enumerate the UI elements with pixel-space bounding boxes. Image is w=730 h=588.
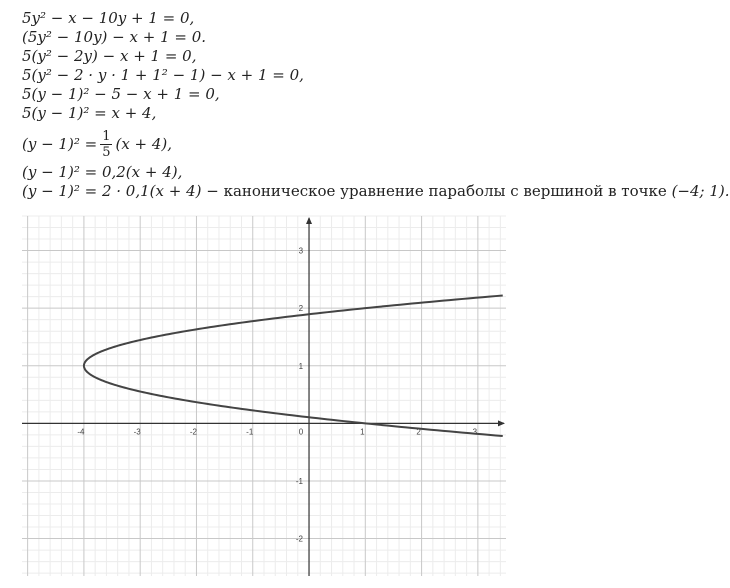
derivation-line-3: 5(y² − 2y) − x + 1 = 0,	[22, 47, 197, 65]
x-tick-label: 1	[360, 427, 365, 437]
fraction-numerator: 1	[102, 128, 111, 144]
derivation-line-5: 5(y − 1)² − 5 − x + 1 = 0,	[22, 85, 220, 103]
x-tick-label: -3	[133, 427, 141, 437]
derivation-line-2: (5y² − 10y) − x + 1 = 0.	[22, 28, 207, 46]
x-tick-label: -2	[189, 427, 198, 437]
y-tick-label: 2	[298, 304, 304, 314]
minor-grid	[22, 216, 506, 576]
derivation-line-4: 5(y² − 2 · y · 1 + 1² − 1) − x + 1 = 0,	[22, 66, 304, 84]
line-9-point: (−4; 1).	[671, 182, 730, 200]
y-tick-label: 3	[298, 246, 304, 256]
x-tick-label: 0	[298, 427, 304, 437]
derivation-line-9	[22, 182, 730, 201]
derivation-line-8: (y − 1)² = 0,2(x + 4),	[22, 163, 183, 181]
x-tick-label: -1	[246, 427, 254, 437]
line-9-equation: (y − 1)² = 2 · 0,1(x + 4) −	[22, 182, 219, 200]
line-7-left: (y − 1)² =	[22, 135, 98, 153]
derivation-block	[22, 9, 730, 201]
x-tick-label: -4	[77, 427, 85, 437]
y-tick-label: -1	[295, 476, 304, 486]
tick-labels	[77, 247, 477, 544]
y-tick-label: 1	[298, 361, 304, 371]
parabola-graph	[22, 216, 506, 576]
line-7-right: (x + 4),	[115, 135, 173, 153]
y-tick-label: -2	[295, 534, 304, 544]
x-tick-label: 2	[416, 427, 421, 437]
y-axis-arrow	[306, 217, 312, 224]
fraction-denominator: 5	[102, 144, 111, 160]
line-9-text: каноническое уравнение параболы с вершиной в точке	[218, 182, 672, 200]
x-axis-arrow	[498, 420, 505, 426]
derivation-line-6: 5(y − 1)² = x + 4,	[22, 104, 157, 122]
derivation-line-1: 5y² − x − 10y + 1 = 0,	[22, 9, 195, 27]
derivation-line-7	[22, 125, 672, 163]
fraction-one-fifth	[100, 129, 112, 160]
x-tick-label: 3	[472, 427, 478, 437]
